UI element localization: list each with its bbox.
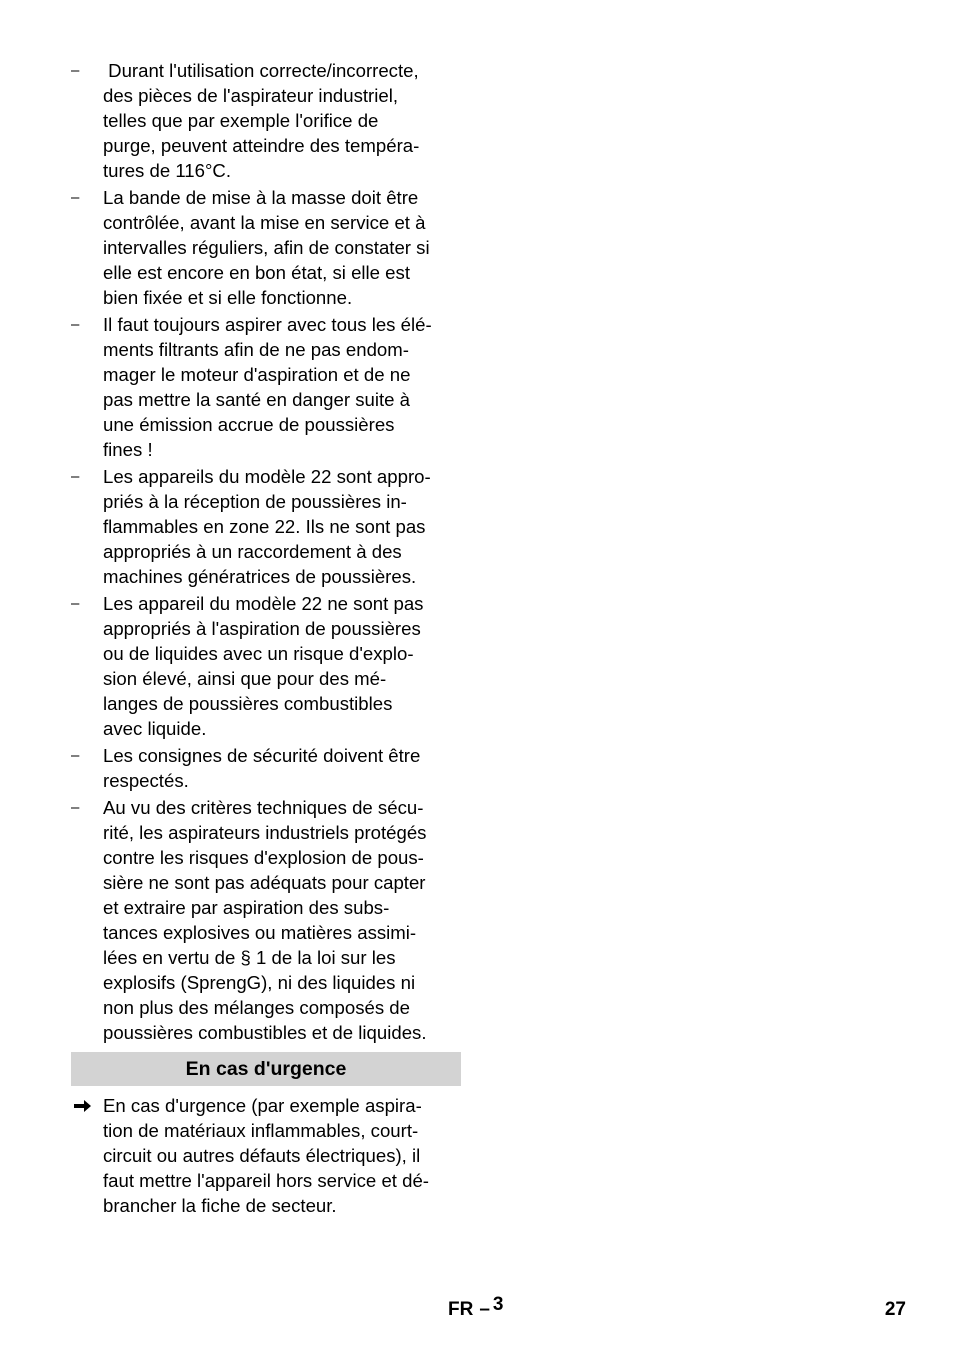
text-line: pas mettre la santé en danger suite à — [103, 389, 410, 410]
text-line: Au vu des critères techniques de sécu- — [103, 797, 424, 818]
text-line: Durant l'utilisation correcte/incorrecte, — [103, 60, 419, 81]
list-item — [71, 185, 461, 310]
list-item-text — [103, 795, 461, 1045]
text-line: respectés. — [103, 770, 189, 791]
emergency-text — [103, 1093, 461, 1218]
list-item-text — [103, 312, 461, 462]
list-item-text — [103, 464, 461, 589]
section-page-number: 3 — [492, 1294, 504, 1315]
list-item — [71, 795, 461, 1045]
text-line: elle est encore en bon état, si elle est — [103, 262, 410, 283]
text-line: faut mettre l'appareil hors service et dé- — [103, 1170, 429, 1191]
text-line: lées en vertu de § 1 de la loi sur les — [103, 947, 396, 968]
list-item — [71, 312, 461, 462]
text-line: fines ! — [103, 439, 153, 460]
text-line: ou de liquides avec un risque d'explo- — [103, 643, 414, 664]
dash-bullet: – — [71, 316, 80, 333]
text-line: purge, peuvent atteindre des tempéra- — [103, 135, 420, 156]
dash-bullet: – — [71, 468, 80, 485]
footer-separator: – — [479, 1299, 490, 1320]
text-line: poussières combustibles et de liquides. — [103, 1022, 427, 1043]
text-line: langes de poussières combustibles — [103, 693, 393, 714]
list-item-text — [103, 743, 461, 793]
text-line: une émission accrue de poussières — [103, 414, 395, 435]
list-item — [71, 58, 461, 183]
text-line: machines génératrices de poussières. — [103, 566, 417, 587]
text-line: explosifs (SprengG), ni des liquides ni — [103, 972, 416, 993]
text-line: telles que par exemple l'orifice de — [103, 110, 379, 131]
language-code: FR — [448, 1299, 474, 1320]
safety-list — [71, 58, 461, 1045]
dash-bullet: – — [71, 799, 80, 816]
text-line: Il faut toujours aspirer avec tous les élé- — [103, 314, 432, 335]
text-line: En cas d'urgence (par exemple aspira- — [103, 1095, 422, 1116]
text-line: tion de matériaux inflammables, court- — [103, 1120, 419, 1141]
text-line: circuit ou autres défauts électriques), il — [103, 1145, 421, 1166]
list-item — [71, 591, 461, 741]
text-line: et extraire par aspiration des subs- — [103, 897, 390, 918]
list-item-text — [103, 185, 461, 310]
dash-bullet: – — [71, 189, 80, 206]
text-line: tures de 116°C. — [103, 160, 232, 181]
text-line: des pièces de l'aspirateur industriel, — [103, 85, 399, 106]
text-line: contre les risques d'explosion de pous- — [103, 847, 424, 868]
emergency-instruction — [71, 1093, 461, 1218]
text-line: avec liquide. — [103, 718, 207, 739]
text-line: Les appareil du modèle 22 ne sont pas — [103, 593, 424, 614]
text-line: bien fixée et si elle fonctionne. — [103, 287, 353, 308]
list-item — [71, 743, 461, 793]
text-line: Les consignes de sécurité doivent être — [103, 745, 421, 766]
list-item-text — [103, 58, 461, 183]
text-line: priés à la réception de poussières in- — [103, 491, 407, 512]
list-item-text — [103, 591, 461, 741]
text-line: appropriés à l'aspiration de poussières — [103, 618, 421, 639]
dash-bullet: – — [71, 747, 80, 764]
list-item — [71, 464, 461, 589]
section-heading-emergency: En cas d'urgence — [71, 1052, 461, 1086]
text-line: Les appareils du modèle 22 sont appro- — [103, 466, 431, 487]
text-line: rité, les aspirateurs industriels protégés — [103, 822, 427, 843]
page-number: 27 — [884, 1299, 906, 1320]
arrow-right-icon — [74, 1099, 92, 1113]
text-column — [71, 58, 461, 1218]
text-line: contrôlée, avant la mise en service et à — [103, 212, 426, 233]
text-line: ments filtrants afin de ne pas endom- — [103, 339, 409, 360]
footer-language — [448, 1294, 504, 1322]
text-line: La bande de mise à la masse doit être — [103, 187, 419, 208]
text-line: mager le moteur d'aspiration et de ne — [103, 364, 411, 385]
dash-bullet: – — [71, 595, 80, 612]
text-line: appropriés à un raccordement à des — [103, 541, 402, 562]
text-line: flammables en zone 22. Ils ne sont pas — [103, 516, 426, 537]
text-line: intervalles réguliers, afin de constater si — [103, 237, 430, 258]
dash-bullet: – — [71, 62, 80, 79]
text-line: non plus des mélanges composés de — [103, 997, 410, 1018]
text-line: brancher la fiche de secteur. — [103, 1195, 337, 1216]
text-line: tances explosives ou matières assimi- — [103, 922, 417, 943]
text-line: sion élevé, ainsi que pour des mé- — [103, 668, 387, 689]
text-line: sière ne sont pas adéquats pour capter — [103, 872, 426, 893]
